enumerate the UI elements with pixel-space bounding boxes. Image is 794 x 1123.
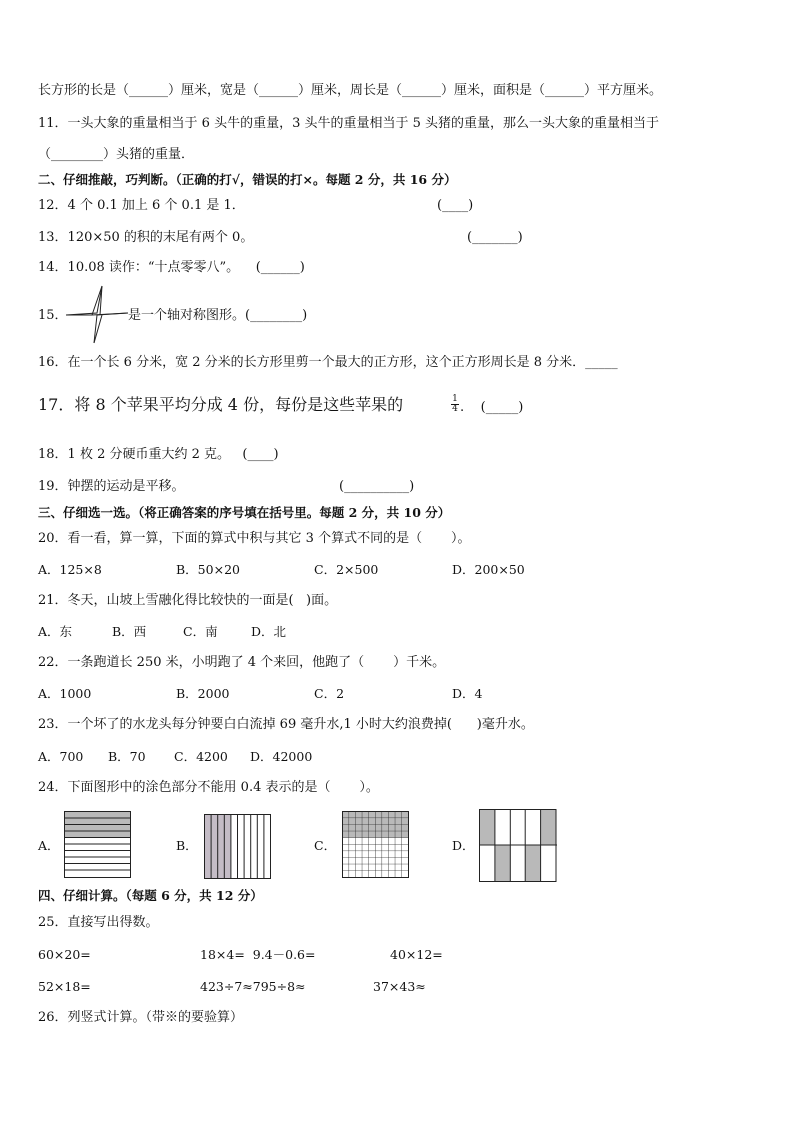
section-3-title: 三、仔细选一选。（将正确答案的序号填在括号里。每题 2 分，共 10 分） (38, 505, 451, 520)
q21: 21．冬天，山坡上雪融化得比较快的一面是( )面。 (38, 593, 338, 608)
q24-option-c[interactable]: C． (314, 838, 337, 853)
q24: 24．下面图形中的涂色部分不能用 0.4 表示的是（ ）。 (38, 780, 379, 795)
q12: 12．4 个 0.1 加上 6 个 0.1 是 1． (38, 198, 245, 213)
q22-option-a[interactable]: A．1000 (38, 686, 92, 701)
q23-option-a[interactable]: A．700 (38, 749, 84, 764)
q17: 17．将 8 个苹果平均分成 4 份，每份是这些苹果的 (38, 395, 404, 414)
q23-option-b[interactable]: B．70 (108, 749, 146, 764)
q20-option-a[interactable]: A．125×8 (38, 562, 102, 577)
q21-option-a[interactable]: A．东 (38, 624, 73, 639)
q21-option-d[interactable]: D．北 (251, 624, 287, 639)
q14: 14．10.08 读作：“十点零零八”。 (______) (38, 260, 305, 275)
calc-r2-2: 423÷7≈795÷8≈ (200, 979, 306, 994)
q24-option-b[interactable]: B． (176, 838, 198, 853)
q24-option-d[interactable]: D． (452, 838, 475, 853)
q23-option-d[interactable]: D．42000 (250, 749, 313, 764)
q17-fraction (451, 395, 459, 414)
q17-denominator: 4 (452, 404, 458, 414)
q23-option-c[interactable]: C．4200 (174, 749, 228, 764)
q10-line: 长方形的长是（______）厘米，宽是（______）厘米，周长是（______）厘米，面积是（______）平方厘米。 (38, 83, 663, 98)
q23: 23．一个坏了的水龙头每分钟要白白流掉 69 毫升水,1 小时大约浪费掉( )毫升水。 (38, 717, 534, 732)
q24-figure-b (204, 814, 272, 880)
calc-r2-3: 37×43≈ (373, 979, 426, 994)
q21-option-c[interactable]: C．南 (183, 624, 218, 639)
q24-figure-a (64, 811, 132, 879)
calc-r1-3: 40×12= (390, 947, 443, 962)
q19-answer-blank[interactable]: (__________) (339, 479, 415, 494)
q11-line-1: 11．一头大象的重量相当于 6 头牛的重量，3 头牛的重量相当于 5 头猪的重量，那么一头大象的重量相当于 (38, 116, 660, 131)
q22-option-d[interactable]: D．4 (452, 686, 483, 701)
q13-answer-blank[interactable]: (_______) (467, 230, 523, 245)
q22-option-b[interactable]: B．2000 (176, 686, 230, 701)
q19: 19．钟摆的运动是平移。 (38, 479, 185, 494)
q16: 16．在一个长 6 分米，宽 2 分米的长方形里剪一个最大的正方形，这个正方形周长是 8 分米．_____ (38, 355, 618, 370)
q17-answer[interactable]: . (_____) (460, 400, 524, 415)
section-4-title: 四、仔细计算。（每题 6 分，共 12 分） (38, 888, 263, 903)
windmill-figure (64, 285, 130, 345)
calc-r1-2: 18×4= 9.4－0.6= (200, 947, 316, 962)
q17-numerator: 1 (452, 394, 458, 404)
q26: 26．列竖式计算。（带※的要验算） (38, 1010, 244, 1025)
q20-option-b[interactable]: B．50×20 (176, 562, 240, 577)
q24-figure-d (479, 809, 557, 883)
q24-option-a[interactable]: A． (38, 838, 60, 853)
q22: 22．一条跑道长 250 米，小明跑了 4 个来回，他跑了（ ）千米。 (38, 655, 446, 670)
q25: 25．直接写出得数。 (38, 915, 159, 930)
q20-option-c[interactable]: C．2×500 (314, 562, 379, 577)
q12-answer-blank[interactable]: (____) (437, 198, 474, 213)
q15-text: 是一个轴对称图形。(________) (128, 308, 308, 323)
q20: 20．看一看，算一算，下面的算式中积与其它 3 个算式不同的是（ ）。 (38, 531, 471, 546)
q21-option-b[interactable]: B．西 (112, 624, 147, 639)
q15-number: 15． (38, 308, 68, 323)
calc-r2-1: 52×18= (38, 979, 91, 994)
q24-figure-c (342, 811, 410, 879)
q22-option-c[interactable]: C．2 (314, 686, 345, 701)
section-2-title: 二、仔细推敲，巧判断。（正确的打√，错误的打×。每题 2 分，共 16 分） (38, 172, 457, 187)
q11-line-2: （________）头猪的重量． (38, 147, 195, 162)
q18: 18．1 枚 2 分硬币重大约 2 克。 (____) (38, 447, 279, 462)
q20-option-d[interactable]: D．200×50 (452, 562, 525, 577)
calc-r1-1: 60×20= (38, 947, 91, 962)
q13: 13．120×50 的积的末尾有两个 0。 (38, 230, 254, 245)
